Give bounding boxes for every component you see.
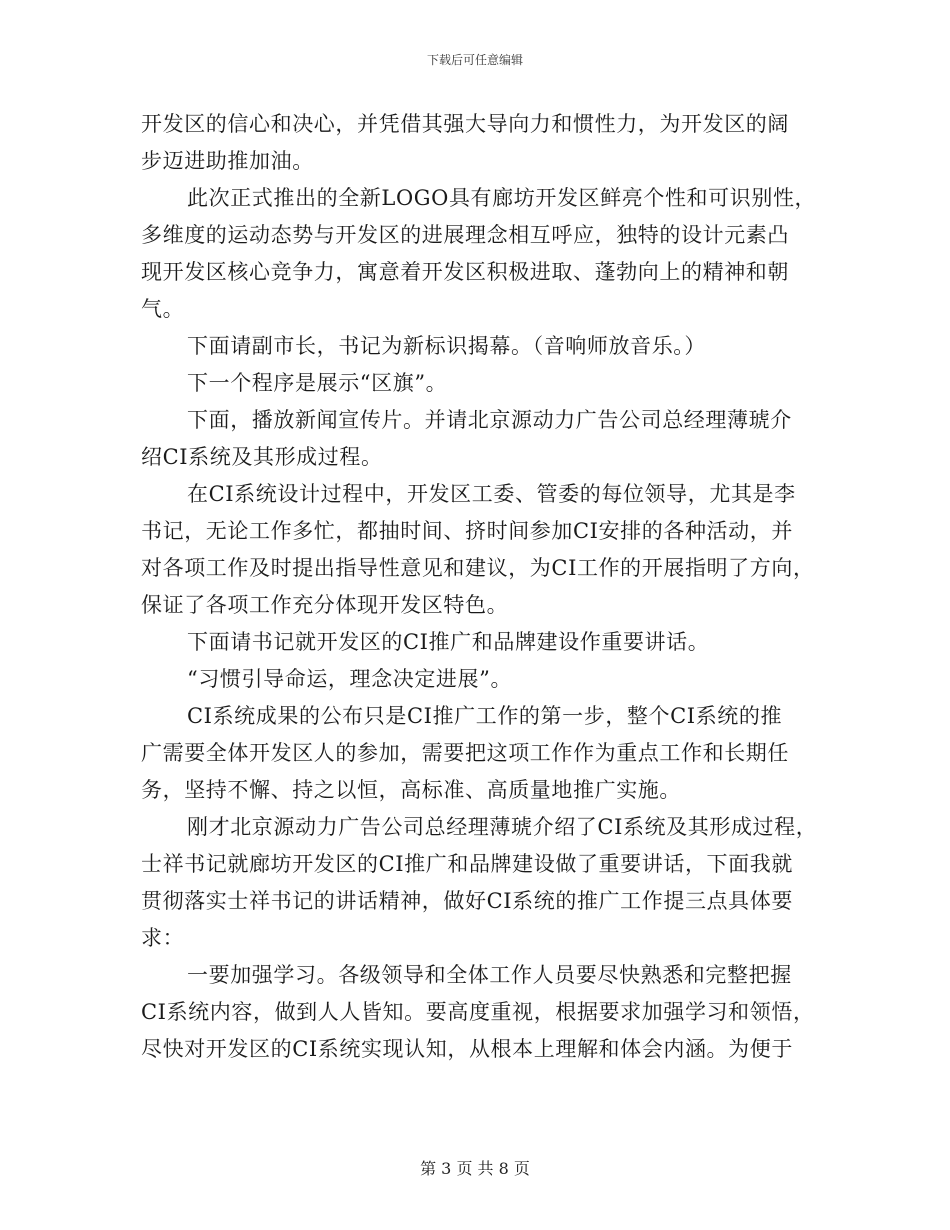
text-line: 士祥书记就廊坊开发区的CI推广和品牌建设做了重要讲话，下面我就 bbox=[141, 852, 793, 876]
text-line: 多维度的运动态势与开发区的进展理念相互呼应，独特的设计元素凸 bbox=[141, 223, 789, 247]
text-line: 广需要全体开发区人的参加，需要把这项工作作为重点工作和长期任 bbox=[141, 741, 789, 765]
paragraph-start: “习惯引导命运，理念决定进展”。 bbox=[187, 667, 513, 691]
text-line: 绍CI系统及其形成过程。 bbox=[141, 445, 383, 469]
paragraph-start: 下一个程序是展示“区旗”。 bbox=[187, 371, 448, 395]
text-line: 现开发区核心竞争力，寓意着开发区积极进取、蓬勃向上的精神和朝 bbox=[141, 260, 789, 284]
paragraph-start: 在CI系统设计过程中，开发区工委、管委的每位领导，尤其是李 bbox=[187, 482, 796, 506]
document-body bbox=[141, 106, 818, 1068]
text-line: 保证了各项工作充分体现开发区特色。 bbox=[141, 593, 509, 617]
paragraph-start: 下面请书记就开发区的CI推广和品牌建设作重要讲话。 bbox=[187, 630, 710, 654]
paragraph-start: CI系统成果的公布只是CI推广工作的第一步，整个CI系统的推 bbox=[187, 704, 783, 728]
paragraph-start: 一要加强学习。各级领导和全体工作人员要尽快熟悉和完整把握 bbox=[187, 963, 792, 987]
page-number-footer: 第 3 页 共 8 页 bbox=[420, 1159, 530, 1178]
paragraph-start: 下面，播放新闻宣传片。并请北京源动力广告公司总经理薄琥介 bbox=[187, 408, 792, 432]
paragraph-start: 刚才北京源动力广告公司总经理薄琥介绍了CI系统及其形成过程， bbox=[187, 815, 818, 839]
text-line: 步迈进助推加油。 bbox=[141, 149, 314, 173]
paragraph-start: 下面请副市长，书记为新标识揭幕。（音响师放音乐。） bbox=[187, 334, 706, 358]
text-line: 对各项工作及时提出指导性意见和建议，为CI工作的开展指明了方向， bbox=[141, 556, 815, 580]
text-line: 气。 bbox=[141, 297, 185, 321]
text-line: 贯彻落实士祥书记的讲话精神，做好CI系统的推广工作提三点具体要 bbox=[141, 889, 793, 913]
text-line: 书记，无论工作多忙，都抽时间、挤时间参加CI安排的各种活动，并 bbox=[141, 519, 793, 543]
page-header: 下载后可任意编辑 bbox=[426, 53, 523, 67]
text-line: 务，坚持不懈、持之以恒，高标准、高质量地推广实施。 bbox=[141, 778, 681, 802]
text-line: 尽快对开发区的CI系统实现认知，从根本上理解和体会内涵。为便于 bbox=[141, 1037, 793, 1061]
text-line: 求： bbox=[141, 926, 185, 950]
text-line: CI系统内容，做到人人皆知。要高度重视，根据要求加强学习和领悟， bbox=[141, 1000, 815, 1024]
paragraph-start: 此次正式推出的全新LOGO具有廊坊开发区鲜亮个性和可识别性， bbox=[187, 186, 817, 210]
text-line: 开发区的信心和决心，并凭借其强大导向力和惯性力，为开发区的阔 bbox=[141, 112, 789, 136]
